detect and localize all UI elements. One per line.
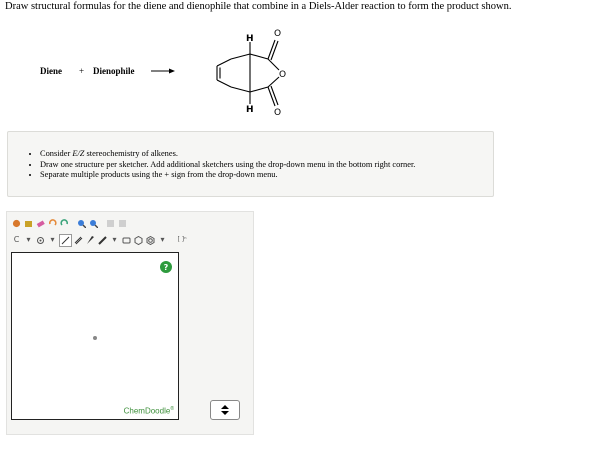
redo-icon[interactable] — [59, 218, 70, 229]
hash-bond-icon[interactable] — [97, 235, 108, 246]
sketcher-toolbar-row-1 — [11, 216, 128, 230]
hint-item: • Consider E/Z stereochemistry of alkenes. — [40, 149, 415, 160]
toolbar-separator — [169, 235, 173, 246]
zoom-out-icon[interactable] — [88, 218, 99, 229]
clean-icon[interactable] — [105, 218, 116, 229]
sketcher-canvas[interactable] — [11, 252, 179, 420]
diene-label: Diene — [40, 66, 62, 76]
sketcher-menu-select[interactable] — [210, 400, 240, 420]
o-ring-label: O — [279, 70, 287, 80]
bond-dropdown[interactable]: ▾ — [112, 235, 117, 244]
charge-dropdown[interactable]: ▾ — [50, 235, 55, 244]
chem-sketcher — [6, 211, 254, 435]
plus-sign: + — [79, 66, 85, 76]
wedge-bond-icon[interactable] — [85, 235, 96, 246]
hint-box — [7, 131, 494, 197]
zoom-in-icon[interactable] — [76, 218, 87, 229]
help-icon[interactable]: ? — [160, 261, 172, 273]
open-icon[interactable] — [23, 218, 34, 229]
atom-dropdown[interactable]: ▾ — [26, 235, 31, 244]
hint-item: • Separate multiple products using the + sign from the drop-down menu. — [40, 170, 415, 181]
undo-icon[interactable] — [47, 218, 58, 229]
toolbar-separator — [71, 218, 75, 229]
hint-list — [8, 149, 415, 181]
ring-dropdown[interactable]: ▾ — [160, 235, 165, 244]
bracket-icon[interactable]: [ ]ⁿ — [177, 236, 187, 243]
question-text: Draw structural formulas for the diene and dienophile that combine in a Diels-Alder reaction to form the product shown. — [5, 1, 512, 12]
reaction-scheme — [0, 0, 604, 130]
single-bond-icon[interactable] — [59, 234, 72, 247]
reaction-arrow — [151, 67, 175, 75]
o-top-label: O — [274, 29, 282, 39]
double-bond-icon[interactable] — [73, 235, 84, 246]
lasso-icon[interactable] — [117, 218, 128, 229]
ring3-icon[interactable] — [121, 235, 132, 246]
product-structure — [195, 22, 305, 122]
chemdoodle-logo: ChemDoodle® — [123, 406, 174, 416]
o-bottom-label: O — [274, 108, 282, 118]
sketcher-toolbar-row-2 — [11, 233, 190, 247]
h-bottom-label: H — [246, 105, 254, 115]
carbon-label[interactable]: C — [13, 235, 20, 244]
charge-icon[interactable] — [35, 235, 46, 246]
new-icon[interactable] — [11, 218, 22, 229]
h-top-label: H — [246, 34, 254, 44]
eraser-icon[interactable] — [35, 218, 46, 229]
hint-item: • Draw one structure per sketcher. Add additional sketchers using the drop-down menu in the bottom right corner. — [40, 160, 415, 171]
ring6-icon[interactable] — [133, 235, 144, 246]
canvas-marker — [93, 336, 97, 340]
benzene-icon[interactable] — [145, 235, 156, 246]
dienophile-label: Dienophile — [93, 66, 135, 76]
toolbar-separator — [100, 218, 104, 229]
updown-arrows-icon — [219, 404, 231, 416]
